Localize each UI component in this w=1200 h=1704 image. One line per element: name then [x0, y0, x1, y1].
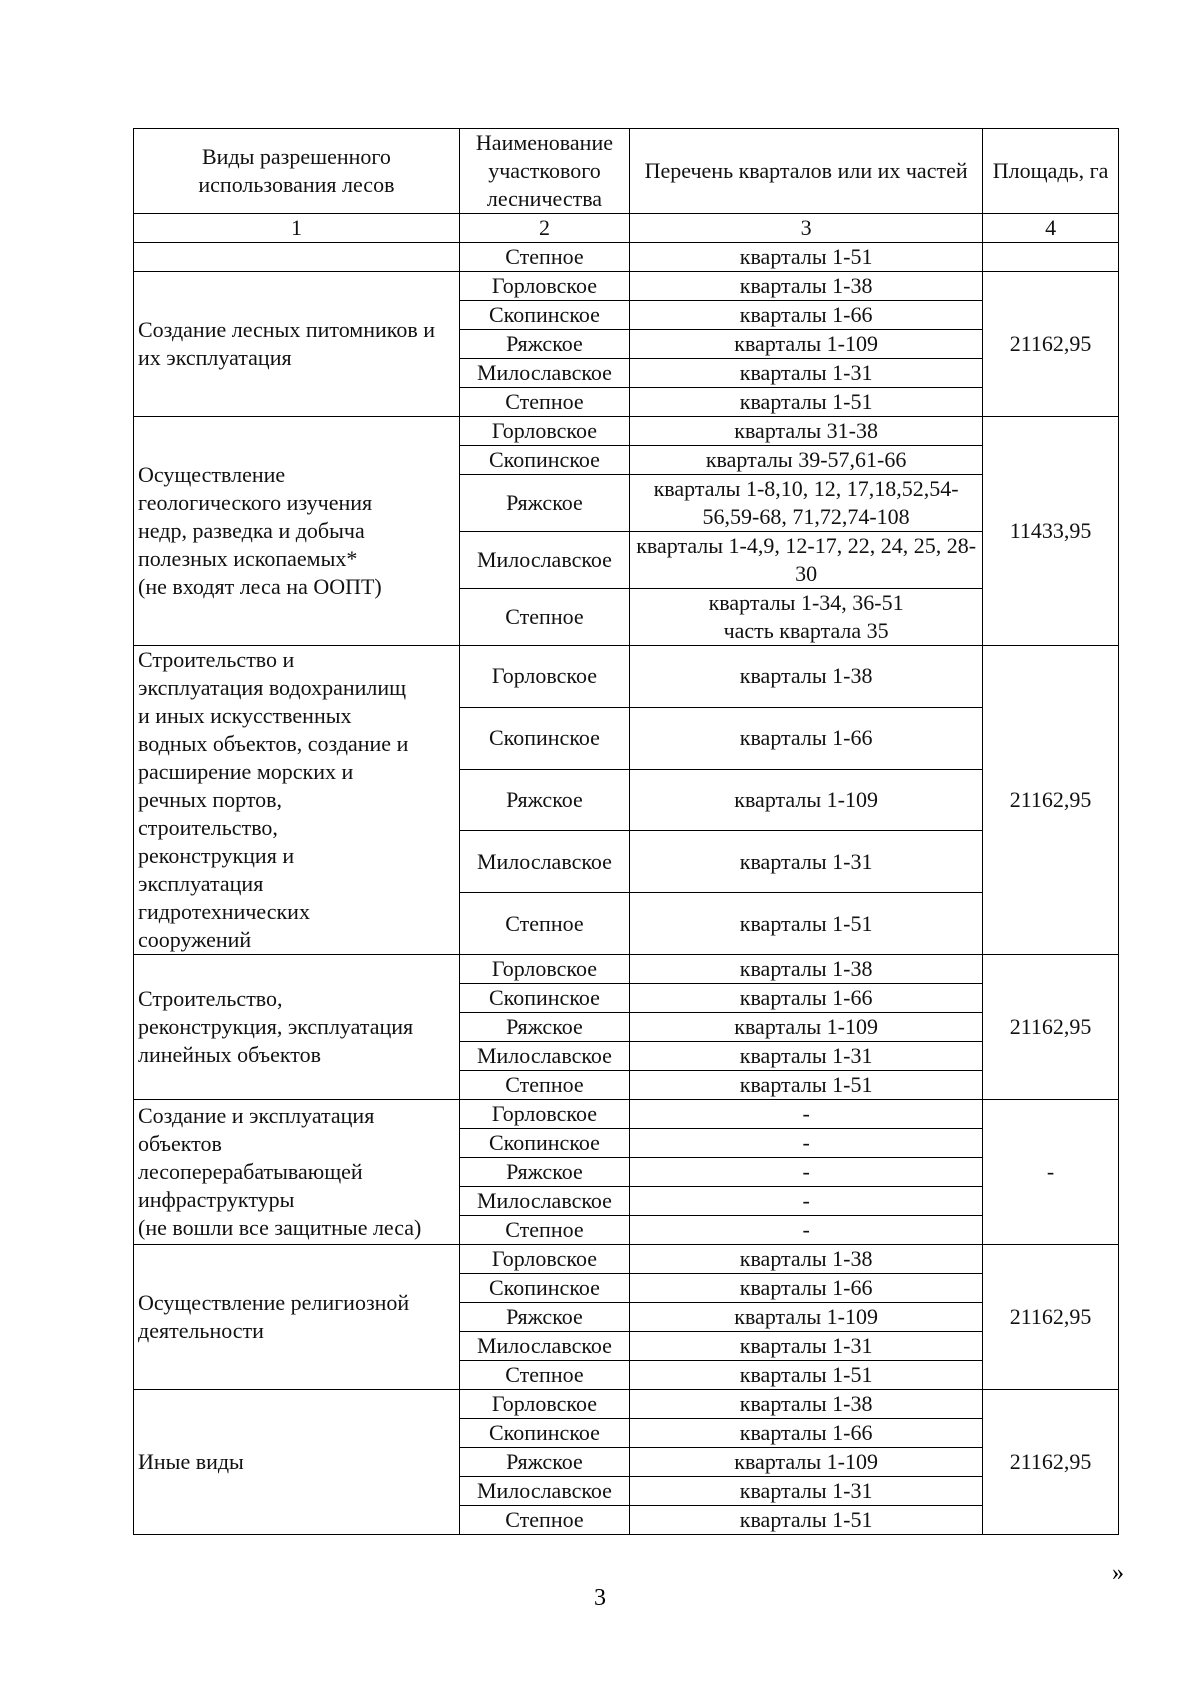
- column-number: 2: [459, 214, 629, 243]
- forestry-cell: Горловское: [459, 417, 629, 446]
- forestry-cell: Степное: [459, 1506, 629, 1535]
- area-cell: 21162,95: [983, 272, 1119, 417]
- column-number-row: [134, 214, 1119, 243]
- forestry-cell: Ряжское: [459, 769, 629, 831]
- table-row: [134, 272, 1119, 301]
- table-row: [134, 955, 1119, 984]
- forestry-cell: Милославское: [459, 1187, 629, 1216]
- forestry-cell: Скопинское: [459, 446, 629, 475]
- area-cell: 21162,95: [983, 646, 1119, 955]
- quarters-cell: кварталы 1-31: [630, 1477, 983, 1506]
- forestry-cell: Горловское: [459, 1100, 629, 1129]
- use-type-cell: Осуществление геологического изучения недр, разведка и добыча полезных ископаемых* (не входят леса на ООПТ): [134, 417, 460, 646]
- forestry-cell: Скопинское: [459, 1419, 629, 1448]
- quarters-cell: кварталы 1-38: [630, 272, 983, 301]
- table-row: [134, 1100, 1119, 1129]
- table-row: [134, 417, 1119, 446]
- quarters-cell: кварталы 31-38: [630, 417, 983, 446]
- table-row: [134, 646, 1119, 708]
- quarters-cell: кварталы 1-31: [630, 1042, 983, 1071]
- quarters-cell: кварталы 1-51: [630, 388, 983, 417]
- use-type-cell: Создание и эксплуатация объектов лесоперерабатывающей инфраструктуры (не вошли все защитные леса): [134, 1100, 460, 1245]
- forestry-cell: Степное: [459, 893, 629, 955]
- forestry-cell: Степное: [459, 1361, 629, 1390]
- quarters-cell: кварталы 1-66: [630, 301, 983, 330]
- quarters-cell: кварталы 1-109: [630, 330, 983, 359]
- use-type-cell: Создание лесных питомников и их эксплуатация: [134, 272, 460, 417]
- forest-use-table: [133, 128, 1119, 1535]
- forestry-cell: Степное: [459, 243, 629, 272]
- quarters-cell: кварталы 1-4,9, 12-17, 22, 24, 25, 28-30: [630, 532, 983, 589]
- table-body: [134, 129, 1119, 1535]
- quarters-cell: кварталы 1-109: [630, 1303, 983, 1332]
- forestry-cell: Милославское: [459, 1477, 629, 1506]
- quarters-cell: кварталы 1-66: [630, 1274, 983, 1303]
- use-type-cell-empty: [134, 243, 460, 272]
- forestry-cell: Степное: [459, 589, 629, 646]
- quarters-cell: кварталы 1-66: [630, 984, 983, 1013]
- area-cell: 21162,95: [983, 955, 1119, 1100]
- area-cell-empty: [983, 243, 1119, 272]
- table-row: [134, 1390, 1119, 1419]
- quarters-cell: кварталы 1-109: [630, 1013, 983, 1042]
- quarters-cell: -: [630, 1129, 983, 1158]
- use-type-cell: Строительство, реконструкция, эксплуатация линейных объектов: [134, 955, 460, 1100]
- forestry-cell: Скопинское: [459, 1274, 629, 1303]
- quarters-cell: кварталы 1-8,10, 12, 17,18,52,54-56,59-68, 71,72,74-108: [630, 475, 983, 532]
- quarters-cell: кварталы 1-51: [630, 1071, 983, 1100]
- use-type-cell: Иные виды: [134, 1390, 460, 1535]
- column-number: 1: [134, 214, 460, 243]
- column-number: 3: [630, 214, 983, 243]
- quarters-cell: кварталы 1-31: [630, 1332, 983, 1361]
- forestry-cell: Горловское: [459, 646, 629, 708]
- forestry-cell: Милославское: [459, 359, 629, 388]
- header-quarters-list: Перечень кварталов или их частей: [630, 129, 983, 214]
- quarters-cell: -: [630, 1216, 983, 1245]
- quarters-cell: кварталы 1-38: [630, 1245, 983, 1274]
- table-header-row: [134, 129, 1119, 214]
- forestry-cell: Скопинское: [459, 707, 629, 769]
- quarters-cell: кварталы 1-51: [630, 243, 983, 272]
- carry-over-row: [134, 243, 1119, 272]
- quarters-cell: кварталы 1-38: [630, 1390, 983, 1419]
- forestry-cell: Милославское: [459, 1042, 629, 1071]
- forestry-cell: Горловское: [459, 1245, 629, 1274]
- forestry-cell: Горловское: [459, 272, 629, 301]
- area-cell: 11433,95: [983, 417, 1119, 646]
- forestry-cell: Ряжское: [459, 1158, 629, 1187]
- quarters-cell: -: [630, 1100, 983, 1129]
- table-row: [134, 1245, 1119, 1274]
- area-cell: 21162,95: [983, 1390, 1119, 1535]
- forestry-cell: Ряжское: [459, 330, 629, 359]
- use-type-cell: Осуществление религиозной деятельности: [134, 1245, 460, 1390]
- area-cell: -: [983, 1100, 1119, 1245]
- quarters-cell: кварталы 1-51: [630, 1361, 983, 1390]
- forestry-cell: Степное: [459, 1071, 629, 1100]
- forestry-cell: Степное: [459, 388, 629, 417]
- quarters-cell: кварталы 1-31: [630, 359, 983, 388]
- forestry-cell: Горловское: [459, 1390, 629, 1419]
- quarters-cell: кварталы 1-109: [630, 1448, 983, 1477]
- header-forestry-name: Наименование участкового лесничества: [459, 129, 629, 214]
- forestry-cell: Степное: [459, 1216, 629, 1245]
- forestry-cell: Милославское: [459, 1332, 629, 1361]
- quarters-cell: кварталы 1-38: [630, 646, 983, 708]
- forestry-cell: Скопинское: [459, 1129, 629, 1158]
- quarters-cell: кварталы 1-34, 36-51 часть квартала 35: [630, 589, 983, 646]
- forestry-cell: Скопинское: [459, 301, 629, 330]
- area-cell: 21162,95: [983, 1245, 1119, 1390]
- forestry-cell: Скопинское: [459, 984, 629, 1013]
- forestry-cell: Ряжское: [459, 1013, 629, 1042]
- quarters-cell: кварталы 1-66: [630, 707, 983, 769]
- quarters-cell: -: [630, 1187, 983, 1216]
- quarters-cell: -: [630, 1158, 983, 1187]
- forestry-cell: Милославское: [459, 831, 629, 893]
- quarters-cell: кварталы 1-109: [630, 769, 983, 831]
- forestry-cell: Ряжское: [459, 1448, 629, 1477]
- quarters-cell: кварталы 1-51: [630, 893, 983, 955]
- header-area: Площадь, га: [983, 129, 1119, 214]
- header-use-type: Виды разрешенного использования лесов: [134, 129, 460, 214]
- page-number: 3: [594, 1585, 606, 1611]
- use-type-cell: Строительство и эксплуатация водохранилищ и иных искусственных водных объектов, создание и расширение морских и речных портов, строительство, реконструкция и эксплуатация гидротехнических сооружений: [134, 646, 460, 955]
- closing-quote: »: [1112, 1560, 1124, 1586]
- forestry-cell: Ряжское: [459, 475, 629, 532]
- forestry-cell: Горловское: [459, 955, 629, 984]
- forestry-cell: Ряжское: [459, 1303, 629, 1332]
- forestry-cell: Милославское: [459, 532, 629, 589]
- quarters-cell: кварталы 1-38: [630, 955, 983, 984]
- quarters-cell: кварталы 1-66: [630, 1419, 983, 1448]
- quarters-cell: кварталы 39-57,61-66: [630, 446, 983, 475]
- column-number: 4: [983, 214, 1119, 243]
- quarters-cell: кварталы 1-51: [630, 1506, 983, 1535]
- quarters-cell: кварталы 1-31: [630, 831, 983, 893]
